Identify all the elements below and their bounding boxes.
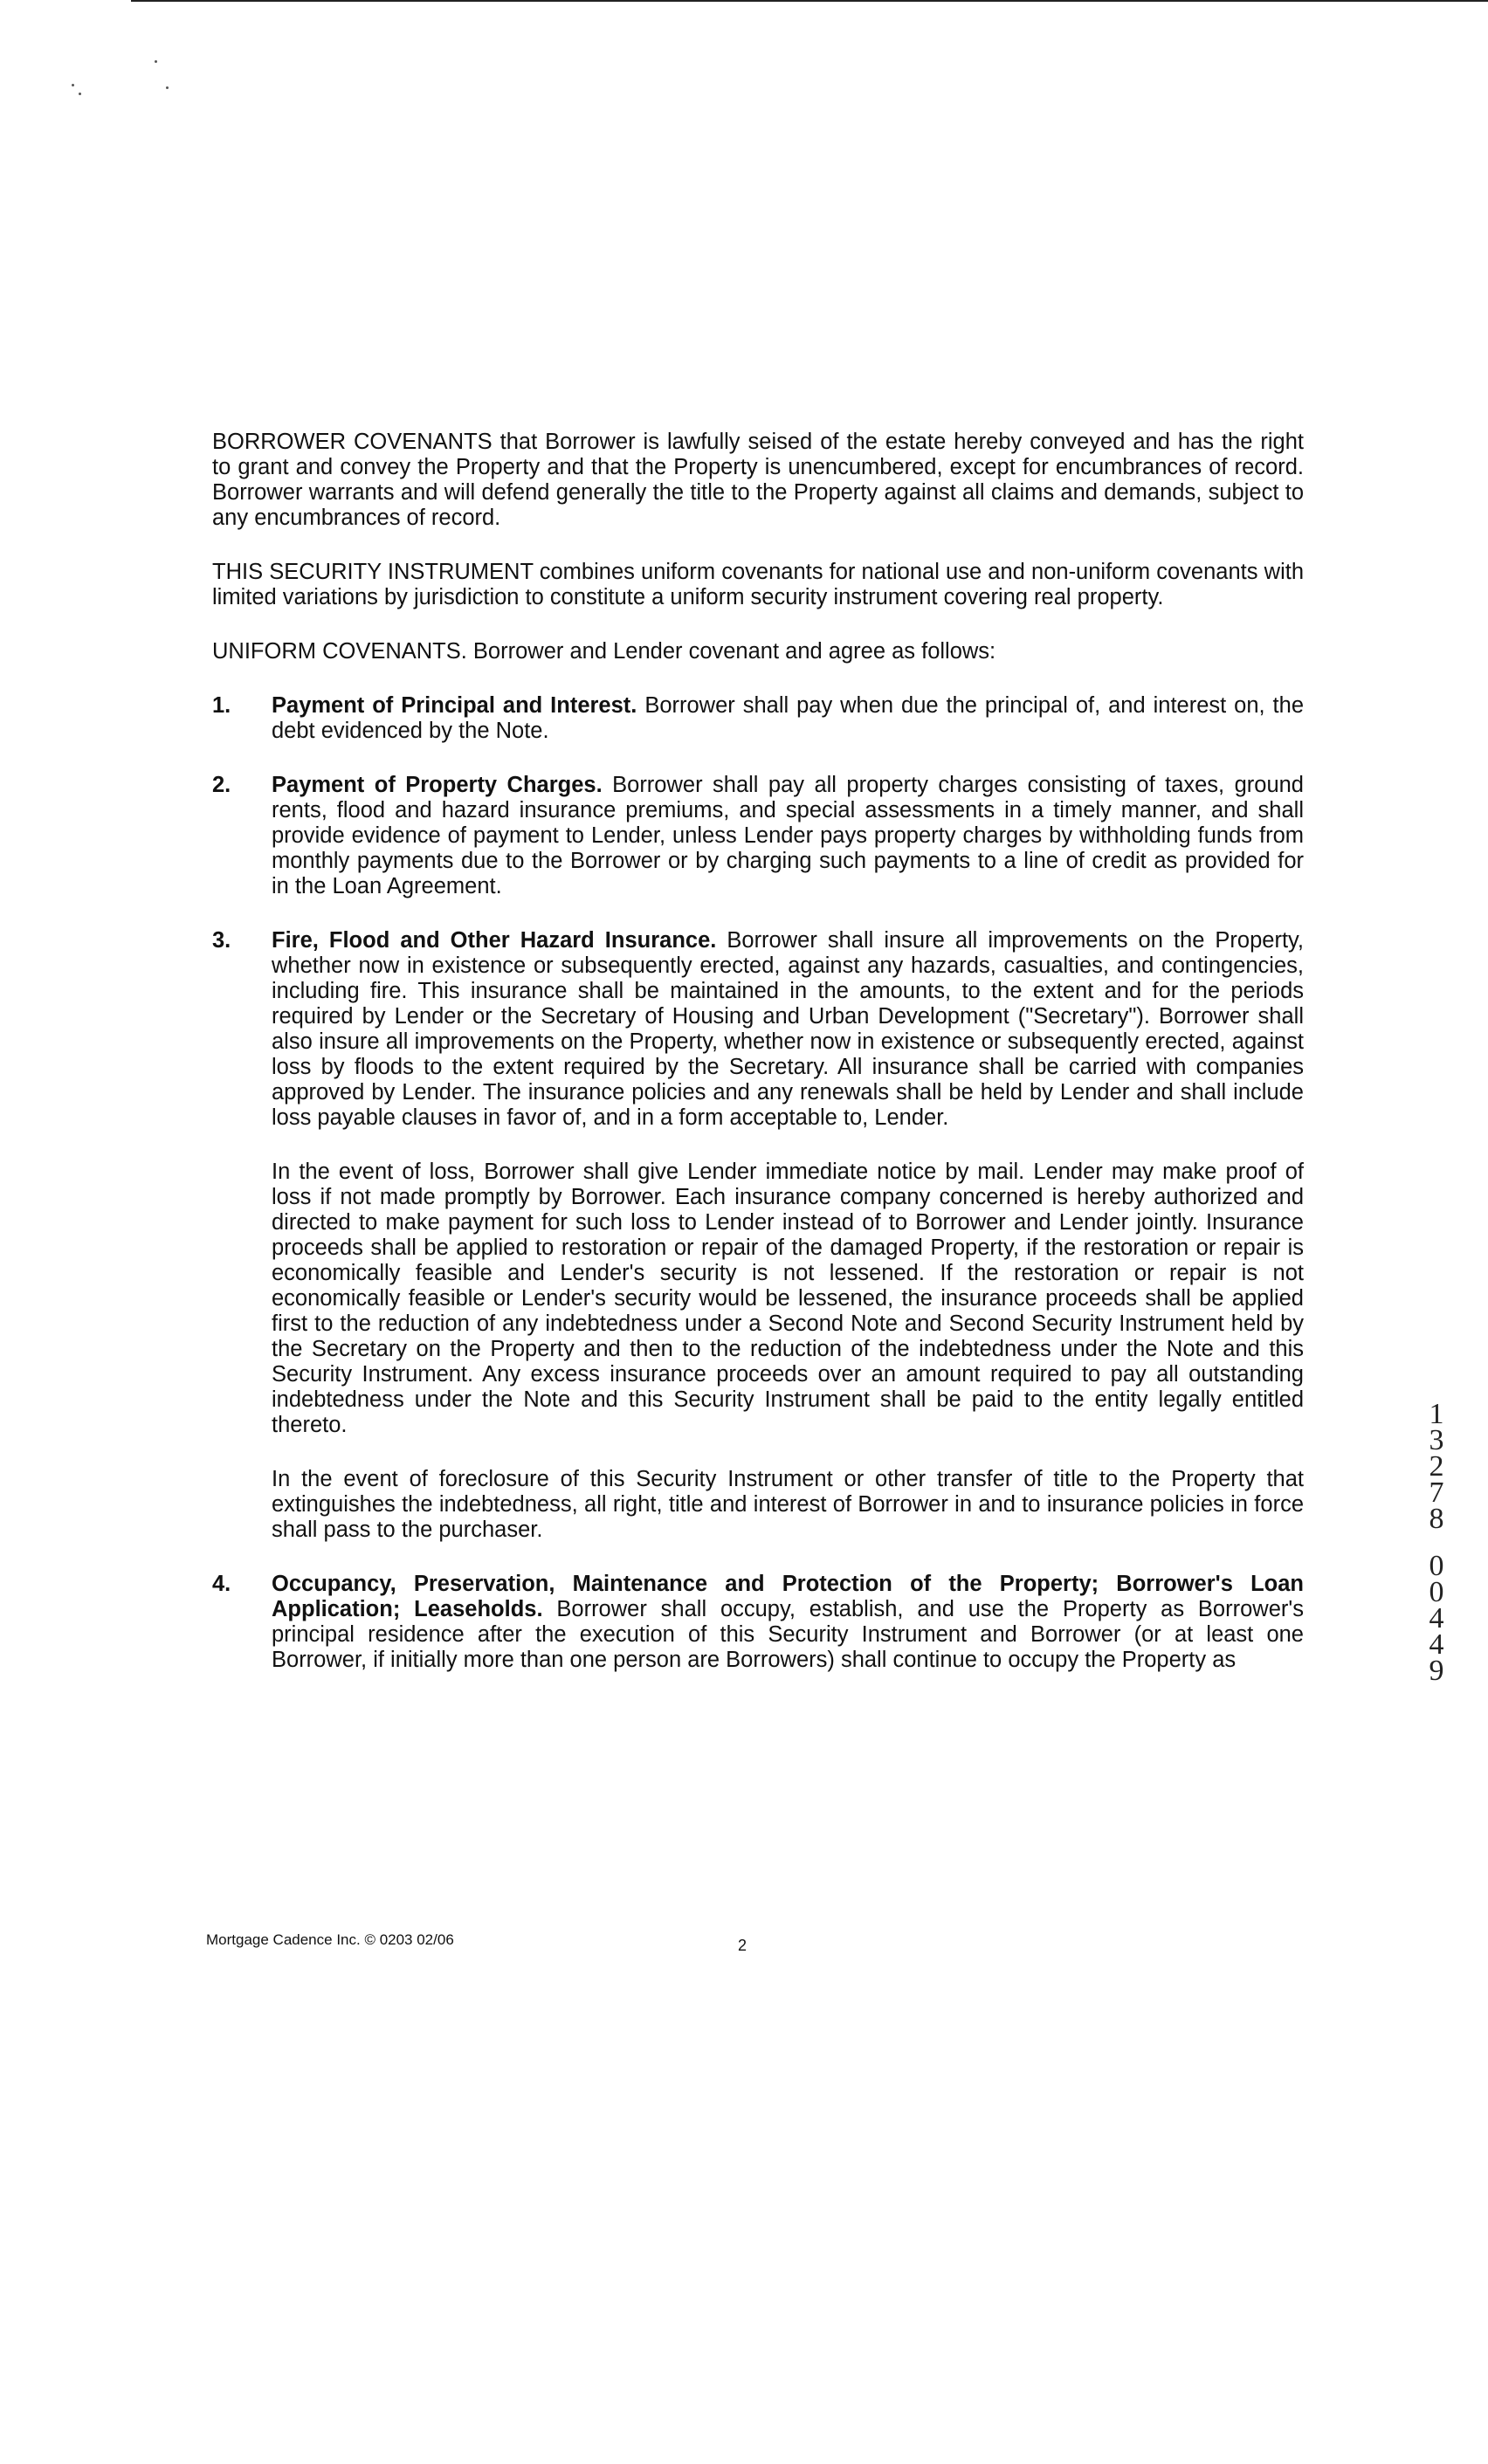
recording-digit: 7	[1429, 1476, 1444, 1509]
recording-digit: 4	[1429, 1628, 1444, 1661]
covenant-heading: Payment of Principal and Interest.	[272, 693, 637, 718]
recording-number	[1423, 1398, 1450, 1687]
recording-digit: 0	[1429, 1550, 1444, 1582]
covenant-body: Borrower shall pay all property charges consisting of taxes, ground rents, flood and hazard insurance premiums, and special assessments in a timely manner, and shall provide evidence of payment to Lender, unless Lender pays property charges by withholding funds from monthly payments due to the Borrower or by charging such payments to a line of credit as provided for in the Loan Agreement.	[272, 773, 1304, 898]
covenant-number: 3.	[212, 928, 231, 953]
recording-number-second	[1423, 1550, 1450, 1687]
covenant-number: 2.	[212, 773, 231, 797]
covenant-text	[272, 1572, 1304, 1673]
scan-speck	[166, 86, 169, 89]
covenant-text	[272, 693, 1304, 744]
covenant-number: 4.	[212, 1572, 231, 1596]
recording-digit: 1	[1429, 1398, 1444, 1430]
covenant-item-2	[212, 773, 1304, 899]
borrower-covenants-paragraph: BORROWER COVENANTS that Borrower is lawfully seised of the estate hereby conveyed and has the right to grant and convey the Property and that the Property is unencumbered, except for encumbrances of record. Borrower warrants and will defend generally the title to the Property against all claims and demands, subject to any encumbrances of record.	[212, 430, 1304, 530]
covenant-body: Borrower shall occupy, establish, and use the Property as Borrower's principal residence after the execution of this Security Instrument and Borrower (or at least one Borrower, if initially more than one person are Borrowers) shall continue to occupy the Property as	[272, 1597, 1304, 1672]
recording-digit: 2	[1429, 1450, 1444, 1483]
covenant-heading: Occupancy, Preservation, Maintenance and Protection of the Property; Borrower's Loan Application; Leaseholds.	[272, 1572, 1304, 1621]
covenant-heading: Fire, Flood and Other Hazard Insurance.	[272, 928, 717, 953]
top-border-line	[131, 0, 1488, 2]
scan-speck	[155, 60, 157, 63]
covenant-continuation: In the event of foreclosure of this Security Instrument or other transfer of title to the Property that extinguishes the indebtedness, all right, title and interest of Borrower in and to insurance policies in force shall pass to the purchaser.	[272, 1467, 1304, 1542]
recording-digit: 9	[1429, 1655, 1444, 1687]
covenant-heading: Payment of Property Charges.	[272, 773, 603, 797]
recording-digit: 4	[1429, 1602, 1444, 1635]
covenant-text	[272, 928, 1304, 1131]
recording-digit: 0	[1429, 1576, 1444, 1608]
recording-digit: 8	[1429, 1503, 1444, 1535]
recording-number-first	[1423, 1398, 1450, 1535]
covenant-text	[272, 773, 1304, 899]
scan-speck	[72, 84, 74, 86]
covenant-item-1	[212, 693, 1304, 744]
security-instrument-paragraph: THIS SECURITY INSTRUMENT combines uniform covenants for national use and non-uniform covenants with limited variations by jurisdiction to constitute a uniform security instrument covering real property.	[212, 560, 1304, 609]
scan-speck	[79, 93, 81, 95]
covenant-item-3	[212, 928, 1304, 1543]
covenant-body: Borrower shall pay when due the principal of, and interest on, the debt evidenced by the Note.	[272, 693, 1304, 743]
covenant-number: 1.	[212, 693, 231, 718]
covenant-item-4	[212, 1572, 1304, 1673]
recording-digit: 3	[1429, 1424, 1444, 1456]
uniform-covenants-paragraph: UNIFORM COVENANTS. Borrower and Lender covenant and agree as follows:	[212, 639, 996, 664]
footer-copyright: Mortgage Cadence Inc. © 0203 02/06	[206, 1931, 454, 1948]
covenant-body: Borrower shall insure all improvements on the Property, whether now in existence or subsequently erected, against any hazards, casualties, and contingencies, including fire. This insurance shall be maintained in the amounts, to the extent and for the periods required by Lender or the Secretary of Housing and Urban Development ("Secretary"). Borrower shall also insure all improvements on the Property, whether now in existence or subsequently erected, against loss by floods to the extent required by the Secretary. All insurance shall be carried with companies approved by Lender. The insurance policies and any renewals shall be held by Lender and shall include loss payable clauses in favor of, and in a form acceptable to, Lender.	[272, 928, 1304, 1130]
page-number: 2	[738, 1937, 747, 1954]
document-body	[212, 430, 1304, 1702]
covenant-continuation: In the event of loss, Borrower shall give Lender immediate notice by mail. Lender may make proof of loss if not made promptly by Borrower. Each insurance company concerned is hereby authorized and directed to make payment for such loss to Lender instead of to Borrower and Lender jointly. Insurance proceeds shall be applied to restoration or repair of the damaged Property, if the restoration or repair is economically feasible and Lender's security is not lessened. If the restoration or repair is not economically feasible or Lender's security would be lessened, the insurance proceeds shall be applied first to the reduction of any indebtedness under a Second Note and Second Security Instrument held by the Secretary on the Property and then to the reduction of the indebtedness under the Note and this Security Instrument. Any excess insurance proceeds over an amount required to pay all outstanding indebtedness under the Note and this Security Instrument shall be paid to the entity legally entitled thereto.	[272, 1160, 1304, 1437]
